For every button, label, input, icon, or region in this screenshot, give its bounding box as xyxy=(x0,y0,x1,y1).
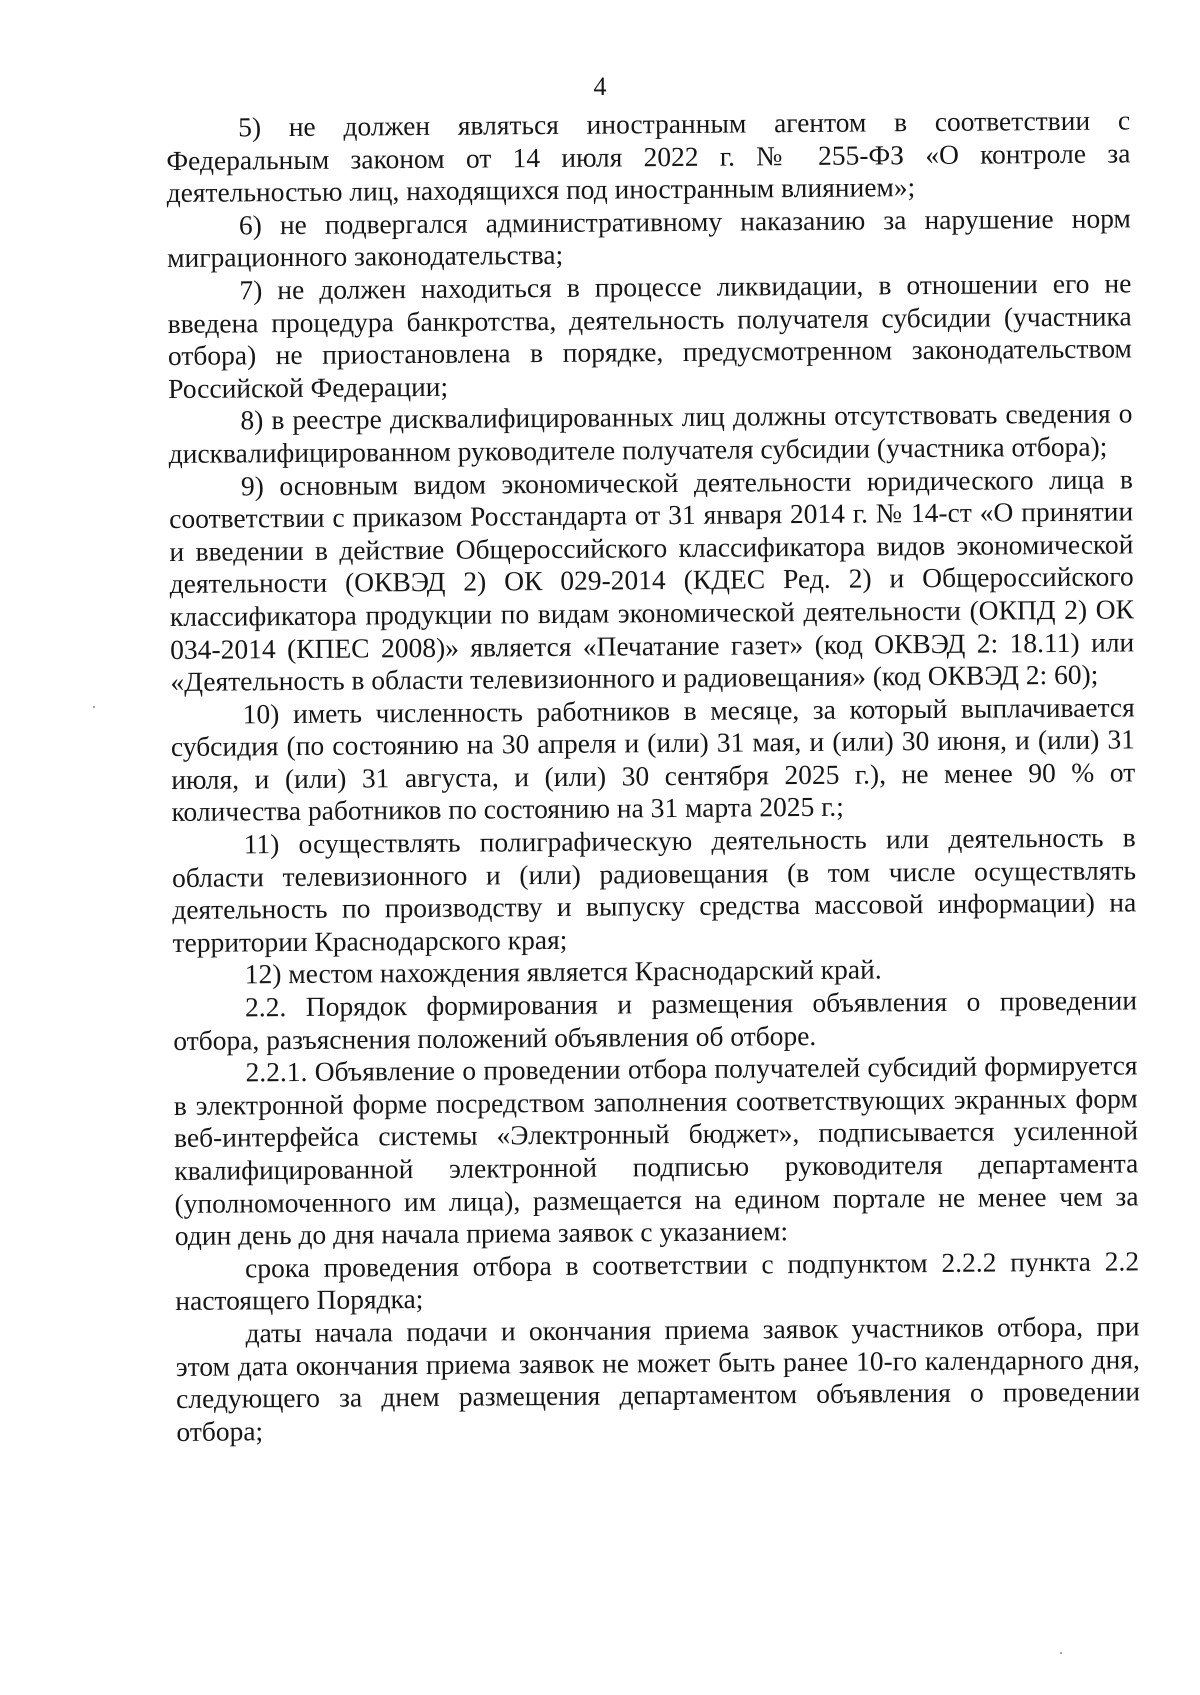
paragraph-item-8: 8) в реестре дисквалифицированных лиц должны отсутствовать сведения о дисквалифицированном руководителе получателя субсидии (участника отбора); xyxy=(168,397,1133,469)
paragraph-section-2-2: 2.2. Порядок формирования и размещения объявления о проведении отбора, разъяснения положений объявления об отборе. xyxy=(173,984,1138,1056)
scan-speck xyxy=(1060,1652,1062,1654)
paragraph-item-11: 11) осуществлять полиграфическую деятельность или деятельность в области телевизионного и (или) радиовещания (в том числе осуществлять деятельность по производству и выпуску средства массовой информации) на территории Краснодарского края; xyxy=(171,821,1137,958)
paragraph-item-7: 7) не должен находиться в процессе ликвидации, в отношении его не введена процедура банкротства, деятельность получателя субсидии (участника отбора) не приостановлена в порядке, предусмотренном законодательством Российской Федерации; xyxy=(167,267,1133,404)
paragraph-selection-period: срока проведения отбора в соответствии с подпунктом 2.2.2 пункта 2.2 настоящего Порядка; xyxy=(175,1245,1140,1317)
scan-speck xyxy=(93,706,95,708)
paragraph-item-5: 5) не должен являться иностранным агентом в соответствии с Федеральным законом от 14 июля 2022 г. № 255-ФЗ «О контроле за деятельностью лиц, находящихся под иностранным влиянием»; xyxy=(166,104,1131,209)
page-number: 4 xyxy=(593,72,607,101)
document-body xyxy=(166,104,1140,1448)
paragraph-item-12: 12) местом нахождения является Краснодарский край. xyxy=(244,953,882,990)
paragraph-item-10: 10) иметь численность работников в месяце, за который выплачивается субсидия (по состоянию на 30 апреля и (или) 31 мая, и (или) 30 июня, и (или) 31 июля, и (или) 31 августа, и (или) 30 сентября 2025 г.), не менее 90 % от количества работников по состоянию на 31 марта 2025 г.; xyxy=(170,691,1136,828)
paragraph-item-6: 6) не подвергался административному наказанию за нарушение норм миграционного законодательства; xyxy=(167,202,1131,274)
paragraph-application-dates: даты начала подачи и окончания приема заявок участников отбора, при этом дата окончания приема заявок не может быть ранее 10-го календарного дня, следующего за днем размещения департаментом объявления о проведении отбора; xyxy=(175,1310,1141,1447)
paragraph-item-9: 9) основным видом экономической деятельности юридического лица в соответствии с приказом Росстандарта от 31 января 2014 г. № 14-ст «О принятии и введении в действие Общероссийского классификатора видов экономической деятельности (ОКВЭД 2) ОК 029-2014 (КДЕС Ред. 2) и Общероссийского классификатора продукции по видам экономической деятельности (ОКПД 2) ОК 034-2014 (КПЕС 2008)» является «Печатание газет» (код ОКВЭД 2: 18.11) или «Деятельность в области телевизионного и радиовещания» (код ОКВЭД 2: 60); xyxy=(169,462,1135,698)
paragraph-section-2-2-1: 2.2.1. Объявление о проведении отбора получателей субсидий формируется в электронной форме посредством заполнения соответствующих экранных форм веб-интерфейса системы «Электронный бюджет», подписывается усиленной квалифицированной электронной подписью руководителя департамента (уполномоченного им лица), размещается на едином портале не менее чем за один день до дня начала приема заявок с указанием: xyxy=(173,1049,1139,1252)
